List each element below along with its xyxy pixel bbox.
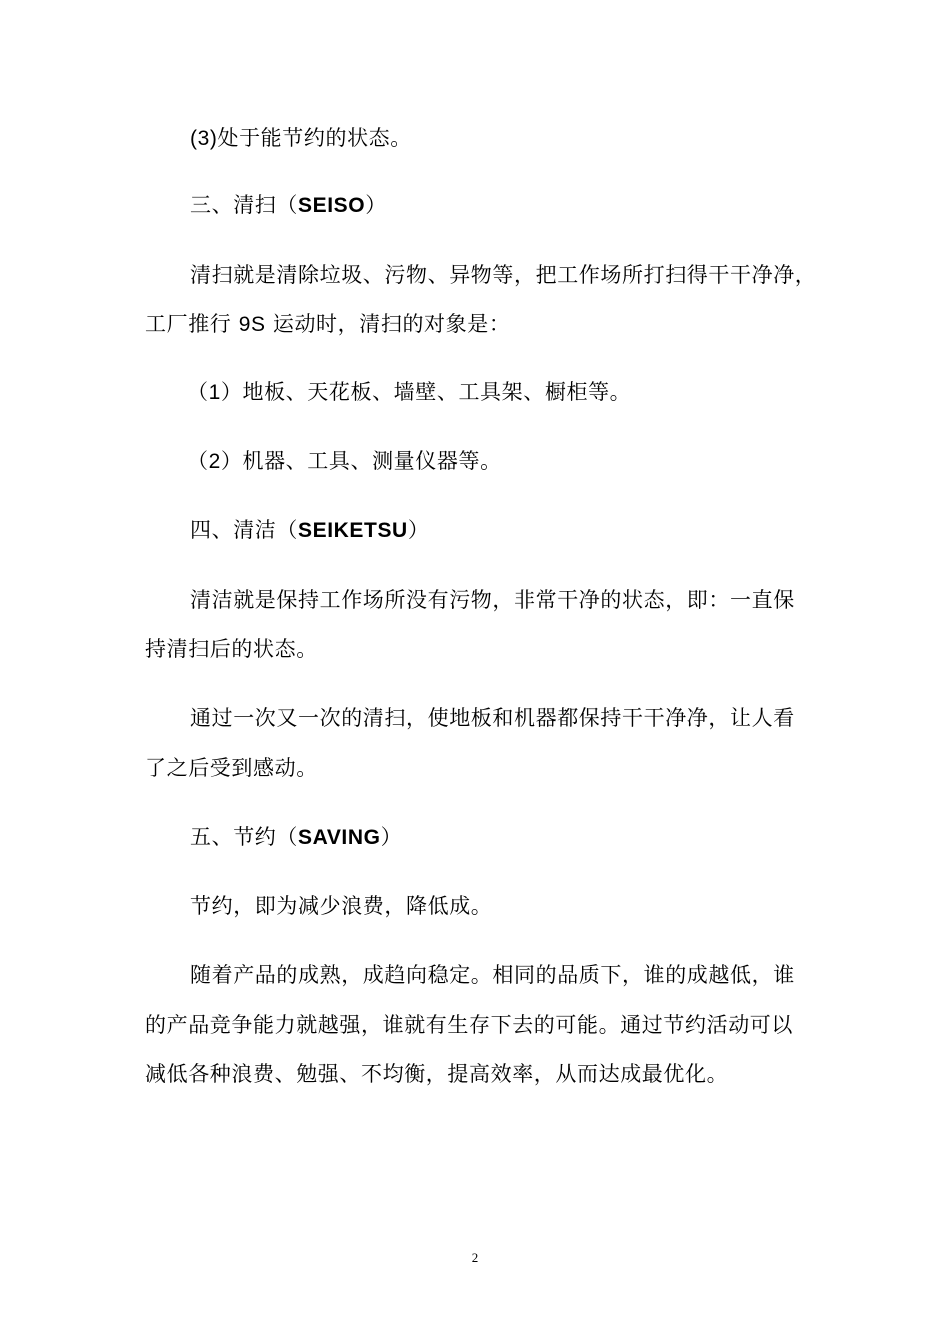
heading-close: ） (380, 825, 403, 849)
paragraph-line (145, 1059, 728, 1089)
section-heading-seiketsu (190, 515, 429, 546)
paragraph-line (190, 260, 816, 290)
heading-text: 四、清洁（ (190, 518, 298, 542)
paragraph-line (190, 960, 795, 990)
paragraph-text: 减低各种浪费、勉强、不均衡，提高效率，从而达成最优化。 (145, 1062, 729, 1086)
heading-term: SEISO (298, 194, 366, 217)
paragraph-text: 清扫就是清除垃圾、污物、异物等，把工作场所打扫得干干净净， (190, 263, 817, 287)
paragraph-line (190, 891, 492, 921)
heading-text: 三、清扫（ (190, 193, 298, 217)
list-item-2-cleaning-objects (187, 446, 502, 477)
paragraph-line (145, 1010, 793, 1040)
paragraph-text: 的产品竞争能力就越强，谁就有生存下去的可能。通过节约活动可以 (145, 1013, 793, 1037)
paragraph-line (145, 634, 318, 664)
page-number: 2 (471, 1250, 479, 1265)
paragraph-text: 工厂推行 (145, 312, 239, 336)
heading-term: SAVING (298, 826, 381, 849)
paragraph-text: 了之后受到感动。 (145, 756, 318, 780)
paragraph-text: 随着产品的成熟，成趋向稳定。相同的品质下，谁的成越低，谁 (190, 963, 795, 987)
heading-close: ） (365, 193, 387, 217)
paragraph-text: 地板、天花板、墙壁、工具架、橱柜等。 (242, 380, 632, 404)
list-marker: （1） (187, 381, 243, 404)
paragraph-term: 9S (238, 313, 266, 336)
paragraph-text: 清洁就是保持工作场所没有污物，非常干净的状态，即：一直保 (190, 588, 795, 612)
section-heading-seiso (190, 190, 387, 221)
paragraph-line (190, 585, 795, 615)
list-item-3-energy-saving-state (190, 123, 412, 154)
paragraph-text: 机器、工具、测量仪器等。 (242, 449, 502, 473)
list-marker: (3) (190, 127, 218, 150)
paragraph-text: 通过一次又一次的清扫，使地板和机器都保持干干净净，让人看 (190, 706, 795, 730)
paragraph-line (145, 753, 318, 783)
paragraph-line (145, 309, 510, 340)
list-item-1-cleaning-objects (187, 377, 631, 408)
heading-close: ） (407, 518, 430, 542)
list-marker: （2） (187, 450, 243, 473)
heading-term: SEIKETSU (298, 519, 408, 542)
paragraph-text: 处于能节约的状态。 (217, 126, 412, 150)
section-heading-saving (190, 822, 402, 853)
paragraph-text: 节约，即为减少浪费，降低成。 (190, 894, 493, 918)
paragraph-line (190, 703, 795, 733)
paragraph-text: 持清扫后的状态。 (145, 637, 318, 661)
paragraph-text: 运动时，清扫的对象是： (265, 312, 511, 336)
heading-text: 五、节约（ (190, 825, 298, 849)
